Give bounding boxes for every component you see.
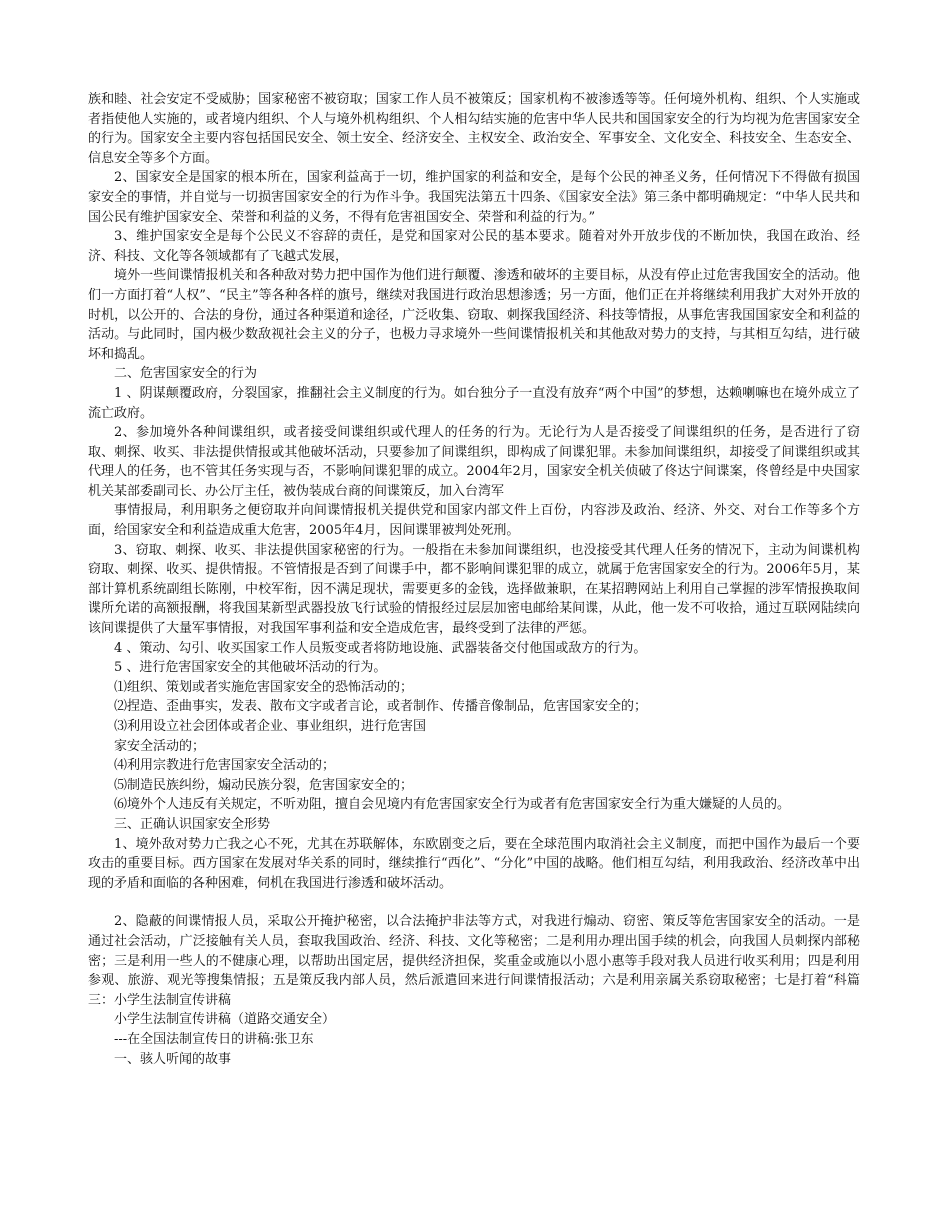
list-item-2: ⑵捏造、歪曲事实，发表、散布文字或者言论，或者制作、传播音像制品，危害国家安全的； [114,699,648,715]
paragraph-21: 2、隐蔽的间谍情报人员，采取公开掩护秘密，以合法掩护非法等方式，对我进行煽动、窃密、策反等危害国家安全的活动。一是通过社会活动，广泛接触有关人员，套取我国政治、经济、科技、文化等秘密；二是利用办理出国手续的机会，向我国人员刺探内部秘密；三是利用一些人的不健康心理，以帮助出国定居，提供经济担保，奖重金或施以小恩小惠等手段对我人员进行收买利用；四是利用参观、旅游、观光等搜集情报；五是策反我内部人员，然后派遣回来进行间谍情报活动；六是利用亲属关系窃取秘密；七是打着“科篇三：小学生法制宣传讲稿 [88,914,860,1008]
paragraph-11: 5 、进行危害国家安全的其他破坏活动的行为。 [114,660,387,676]
list-item-4: ⑷利用宗教进行危害国家安全活动的； [114,758,336,774]
list-item-5: ⑸制造民族纠纷，煽动民族分裂，危害国家安全的； [114,777,414,793]
speech-section-heading: 一、骇人听闻的故事 [114,1051,232,1067]
paragraph-9: 3、窃取、刺探、收买、非法提供国家秘密的行为。一般指在未参加间谍组织，也没接受其代理人任务的情况下，主动为间谍机构窃取、刺探、收买、提供情报。不管情报是否到了间谍手中，都不影响间谍犯罪的成立，就属于危害国家安全的行为。2006年5月，某部计算机系统副组长陈刚，中校军衔，因不满足现状，需要更多的金钱，选择做兼职，在某招聘网站上利用自己掌握的涉军情报换取间谍所允诺的高额报酬，将我国某新型武器投放飞行试验的情报经过层层加密电邮给某间谍，从此，他一发不可收拾，通过互联网陆续向该间谍提供了大量军事情报，对我国军事利益和安全造成危害，最终受到了法律的严惩。 [88,542,860,637]
list-item-3: ⑶利用设立社会团体或者企业、事业组织，进行危害国 [114,719,427,734]
section-heading-2: 二、危害国家安全的行为 [114,366,258,382]
speech-title: 小学生法制宣传讲稿（道路交通安全） [114,1012,336,1028]
list-item-3-continued: 家安全活动的； [114,738,206,754]
paragraph-8: 事情报局，利用职务之便窃取并向间谍情报机关提供党和国家内部文件上百份，内容涉及政治、经济、外交、对台工作等多个方面，给国家安全和利益造成重大危害，2005年4月，因间谍罪被判处死刑。 [88,503,860,539]
paragraph-20: 1、境外敌对势力亡我之心不死，尤其在苏联解体，东欧剧变之后，要在全球范围内取消社会主义制度，而把中国作为最后一个要攻击的重要目标。西方国家在发展对华关系的同时，继续推行“西化”、“分化”中国的战略。他们相互勾结，利用我政治、经济改革中出现的矛盾和面临的各种困难，伺机在我国进行渗透和破坏活动。 [88,836,860,891]
section-heading-3: 三、正确认识国家安全形势 [114,816,271,832]
paragraph-2: 2、国家安全是国家的根本所在，国家利益高于一切，维护国家的利益和安全，是每个公民的神圣义务，任何情况下不得做有损国家安全的事情，并自觉与一切损害国家安全的行为作斗争。我国宪法第五十四条、《国家安全法》第三条中都明确规定：“中华人民共和国公民有维护国家安全、荣誉和利益的义务，不得有危害祖国安全、荣誉和利益的行为。” [88,170,860,225]
paragraph-3: 3、维护国家安全是每个公民义不容辞的责任，是党和国家对公民的基本要求。随着对外开放步伐的不断加快，我国在政治、经济、科技、文化等各领域都有了飞越式发展， [88,229,860,264]
paragraph-4: 境外一些间谍情报机关和各种敌对势力把中国作为他们进行颠覆、渗透和破坏的主要目标，从没有停止过危害我国安全的活动。他们一方面打着“人权”、“民主”等各种各样的旗号，继续对我国进行政治思想渗透；另一方面，他们正在并将继续利用我扩大对外开放的时机，以公开的、合法的身份，通过各种渠道和途径，广泛收集、窃取、刺探我国经济、科技等情报，从事危害我国国家安全和利益的活动。与此同时，国内极少数敌视社会主义的分子，也极力寻求境外一些间谍情报机关和其他敌对势力的支持，与其相互勾结，进行破坏和捣乱。 [88,268,860,362]
paragraph-1: 族和睦、社会安定不受威胁；国家秘密不被窃取；国家工作人员不被策反；国家机构不被渗透等等。任何境外机构、组织、个人实施或者指使他人实施的，或者境内组织、个人与境外机构组织、个人相勾结实施的危害中华人民共和国国家安全的行为均视为危害国家安全的行为。国家安全主要内容包括国民安全、领土安全、经济安全、主权安全、政治安全、军事安全、文化安全、科技安全、生态安全、信息安全等多个方面。 [88,92,860,166]
paragraph-6: 1 、阴谋颠覆政府，分裂国家，推翻社会主义制度的行为。如台独分子一直没有放弃“两个中国”的梦想，达赖喇嘛也在境外成立了流亡政府。 [88,385,860,421]
document-body [88,90,860,1069]
paragraph-7: 2、参加境外各种间谍组织，或者接受间谍组织或代理人的任务的行为。无论行为人是否接受了间谍组织的任务，是否进行了窃取、刺探、收买、非法提供情报或其他破坏活动，只要参加了间谍组织，即构成了间谍犯罪。未参加间谍组织，却接受了间谍组织或其代理人的任务，也不管其任务实现与否，不影响间谍犯罪的成立。2004年2月，国家安全机关侦破了佟达宁间谍案，佟曾经是中央国家机关某部委副司长、办公厅主任，被伪装成台商的间谍策反，加入台湾军 [88,425,860,499]
list-item-6: ⑹境外个人违反有关规定，不听劝阻，擅自会见境内有危害国家安全行为或者有危害国家安全行为重大嫌疑的人员的。 [114,797,791,813]
paragraph-10: 4 、策动、勾引、收买国家工作人员叛变或者将防地设施、武器装备交付他国或敌方的行为。 [114,640,647,656]
speech-subtitle: ---在全国法制宣传日的讲稿:张卫东 [114,1031,314,1047]
list-item-1: ⑴组织、策划或者实施危害国家安全的恐怖活动的； [114,679,414,695]
